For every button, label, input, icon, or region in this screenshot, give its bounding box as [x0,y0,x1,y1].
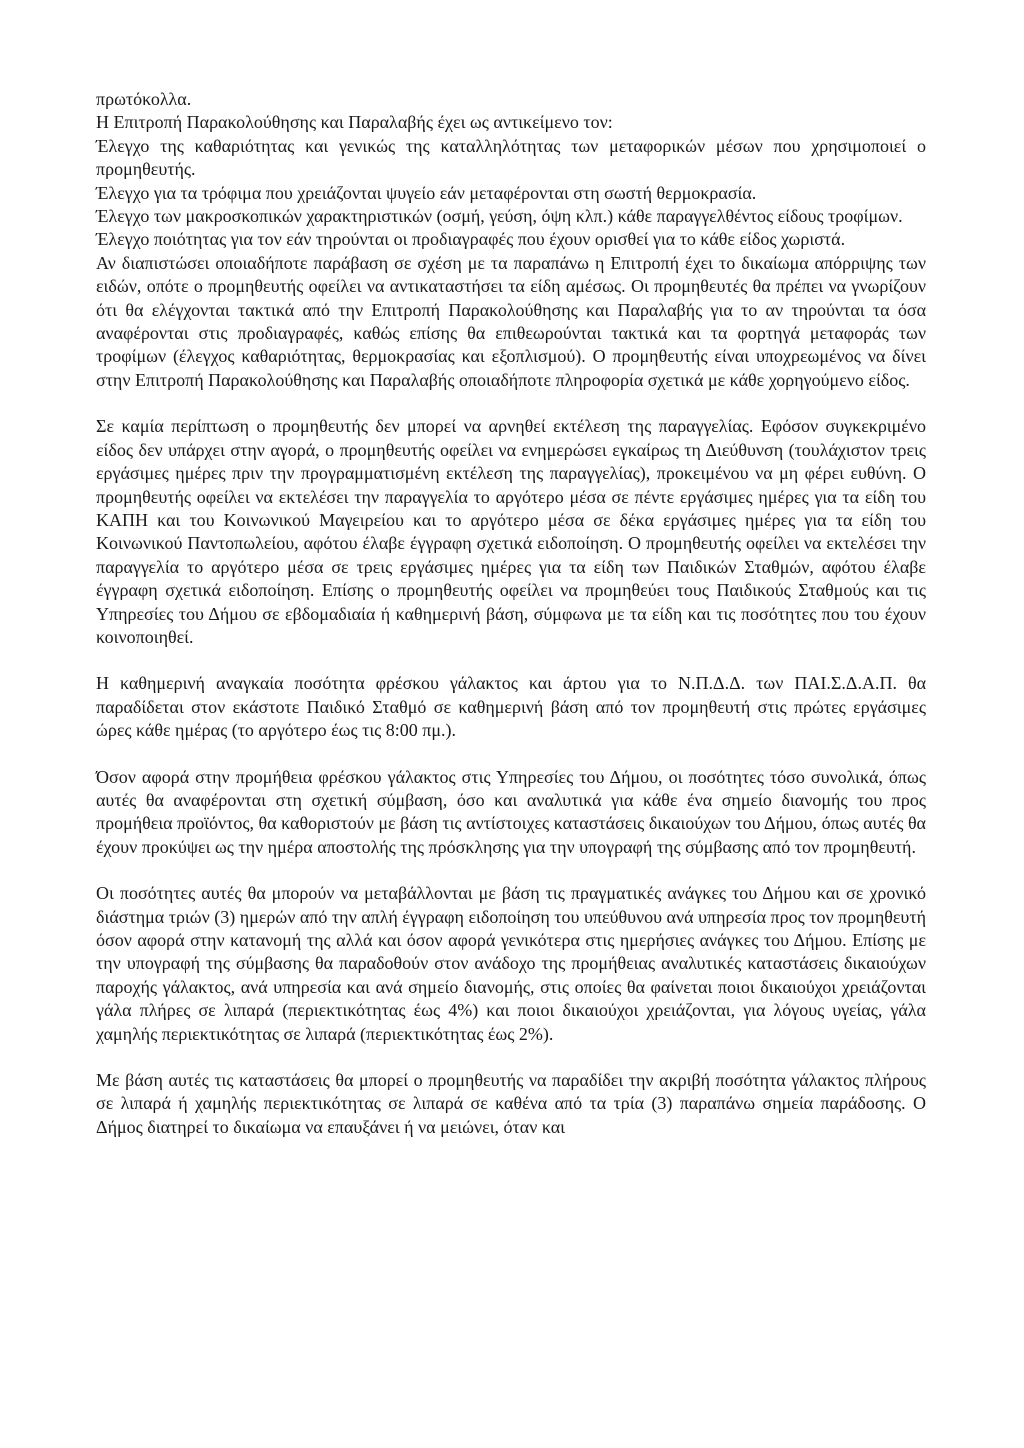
intro-tail-text: πρωτόκολλα. [96,89,192,109]
paragraph-violation: Αν διαπιστώσει οποιαδήποτε παράβαση σε σχέση με τα παραπάνω η Επιτροπή έχει το δικαίωμα απόρριψης των ειδών, οπότε ο προμηθευτής οφείλει να αντικαταστήσει τα είδη αμέσως. Οι προμηθευτές θα πρέπει να γνωρίζουν ότι θα ελέγχονται τακτικά από την Επιτροπή Παρακολούθησης και Παραλαβής για το αν τηρούνται τα όσα αναφέρονται στις προδιαγραφές, καθώς επίσης θα επιθεωρούνται τακτικά και τα φορτηγά μεταφοράς των τροφίμων (έλεγχος καθαριότητας, θερμοκρασίας και εξοπλισμού). Ο προμηθευτής είναι υποχρεωμένος να δίνει στην Επιτροπή Παρακολούθησης και Παραλαβής οποιαδήποτε πληροφορία σχετικά με κάθε χορηγούμενο είδος. [96,252,926,390]
committee-intro-text: Η Επιτροπή Παρακολούθησης και Παραλαβής έχει ως αντικείμενο τον: [96,112,613,133]
duty-item-quality: Έλεγχο ποιότητας για τον εάν τηρούνται οι προδιαγραφές που έχουν ορισθεί για το κάθε είδος χωριστά. [96,229,846,250]
duty-item-refrigeration: Έλεγχο για τα τρόφιμα που χρειάζονται ψυγείο εάν μεταφέρονται στη σωστή θερμοκρασία. [96,182,757,203]
duty-item-macroscopic: Έλεγχο των μακροσκοπικών χαρακτηριστικών (οσμή, γεύση, όψη κλπ.) κάθε παραγγελθέντος είδους τροφίμων. [96,206,903,227]
paragraph-quantity-changes: Οι ποσότητες αυτές θα μπορούν να μεταβάλλονται με βάση τις πραγματικές ανάγκες του Δήμου και σε χρονικό διάστημα τριών (3) ημερών από την απλή έγγραφη ειδοποίηση του υπεύθυνου ανά υπηρεσία προς τον προμηθευτή όσον αφορά στην κατανομή της αλλά και όσον αφορά γενικότερα στις ημερήσιες ανάγκες του Δήμου. Επίσης με την υπογραφή της σύμβασης θα παραδοθούν στον ανάδοχο της προμήθειας αναλυτικές καταστάσεις δικαιούχων παροχής γάλακτος, ανά υπηρεσία και ανά σημείο διανομής, στις οποίες θα φαίνεται ποιοι δικαιούχοι χρειάζονται γάλα πλήρες σε λιπαρά (περιεκτικότητας έως 4%) και ποιοι δικαιούχοι χρειάζονται, για λόγους υγείας, γάλα χαμηλής περιεκτικότητας σε λιπαρά (περιεκτικότητας έως 2%). [96,883,926,1044]
paragraph-daily-milk-bread: Η καθημερινή αναγκαία ποσότητα φρέσκου γάλακτος και άρτου για το Ν.Π.Δ.Δ. των ΠΑΙ.Σ.Δ.Α.Π. θα παραδίδεται στον εκάστοτε Παιδικό Σταθμό σε καθημερινή βάση από τον προμηθευτή στις πρώτες εργάσιμες ώρες κάθε ημέρας (το αργότερο έως τις 8:00 πμ.). [96,673,926,741]
paragraph-milk-quantities: Όσον αφορά στην προμήθεια φρέσκου γάλακτος στις Υπηρεσίες του Δήμου, οι ποσότητες τόσο συνολικά, όπως αυτές θα αναφέρονται στη σχετική σύμβαση, όσο και αναλυτικά για κάθε ένα σημείο διανομής του προς προμήθεια προϊόντος, θα καθοριστούν με βάση τις αντίστοιχες καταστάσεις δικαιούχων του Δήμου, όπως αυτές θα έχουν προκύψει ως την ημέρα αποστολής της πρόσκλησης για την υπογραφή της σύμβασης από τον προμηθευτή. [96,766,926,857]
paragraph-delivery-basis: Με βάση αυτές τις καταστάσεις θα μπορεί ο προμηθευτής να παραδίδει την ακριβή ποσότητα γάλακτος πλήρους σε λιπαρά ή χαμηλής περιεκτικότητας σε λιπαρά σε καθένα από τα τρία (3) παραπάνω σημεία παράδοσης. Ο Δήμος διατηρεί το δικαίωμα να επαυξάνει ή να μειώνει, όταν και [96,1070,926,1137]
document-page [96,88,926,1139]
paragraph-order-execution: Σε καμία περίπτωση ο προμηθευτής δεν μπορεί να αρνηθεί εκτέλεση της παραγγελίας. Εφόσον συγκεκριμένο είδος δεν υπάρχει στην αγορά, ο προμηθευτής οφείλει να ενημερώσει εγκαίρως τη Διεύθυνση (τουλάχιστον τρεις εργάσιμες ημέρες πριν την προγραμματισμένη εκτέλεση της παραγγελίας), προκειμένου να μη φέρει ευθύνη. Ο προμηθευτής οφείλει να εκτελέσει την παραγγελία το αργότερο μέσα σε πέντε εργάσιμες ημέρες για τα είδη του ΚΑΠΗ και του Κοινωνικού Μαγειρείου και το αργότερο μέσα σε δέκα εργάσιμες ημέρες για τα είδη του Κοινωνικού Παντοπωλείου, αφότου έλαβε έγγραφη σχετικά ειδοποίηση. Ο προμηθευτής οφείλει να εκτελέσει την παραγγελία το αργότερο μέσα σε τρεις εργάσιμες ημέρες για τα είδη των Παιδικών Σταθμών, αφότου έλαβε έγγραφη σχετικά ειδοποίηση. Επίσης ο προμηθευτής οφείλει να προμηθεύει τους Παιδικούς Σταθμούς και τις Υπηρεσίες του Δήμου σε εβδομαδιαία ή καθημερινή βάση, σύμφωνα με τα είδη και τις ποσότητες που του έχουν κοινοποιηθεί. [96,416,926,647]
duty-item-cleanliness: Έλεγχο της καθαριότητας και γενικώς της καταλληλότητας των μεταφορικών μέσων που χρησιμοποιεί ο προμηθευτής. [96,135,926,180]
